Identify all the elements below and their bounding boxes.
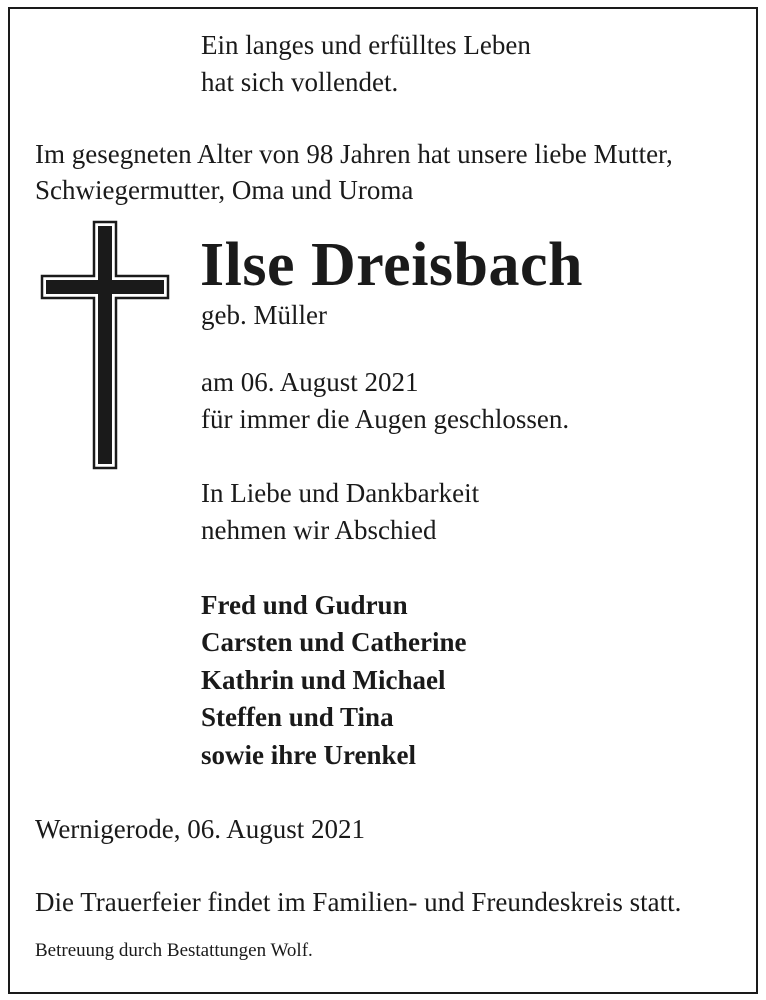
birth-name: geb. Müller: [201, 300, 327, 330]
mourner-5: sowie ihre Urenkel: [201, 740, 416, 770]
cross-icon: [40, 220, 170, 470]
place-date: Wernigerode, 06. August 2021: [35, 814, 366, 844]
farewell-line-2: nehmen wir Abschied: [201, 515, 437, 545]
announcement-line-2: Schwiegermutter, Oma und Uroma: [35, 175, 414, 205]
mourner-2: Carsten und Catherine: [201, 627, 467, 657]
announcement-line-1: Im gesegneten Alter von 98 Jahren hat unsere liebe Mutter,: [35, 139, 673, 169]
mourner-4: Steffen und Tina: [201, 702, 394, 732]
funeral-note: Die Trauerfeier findet im Familien- und Freundeskreis statt.: [35, 887, 682, 917]
mourner-1: Fred und Gudrun: [201, 590, 408, 620]
deceased-name: Ilse Dreisbach: [200, 231, 584, 299]
death-line-2: für immer die Augen geschlossen.: [201, 404, 570, 434]
death-line-1: am 06. August 2021: [201, 367, 419, 397]
farewell-line-1: In Liebe und Dankbarkeit: [201, 478, 480, 508]
intro-line-2: hat sich vollendet.: [201, 67, 399, 97]
intro-line-1: Ein langes und erfülltes Leben: [201, 30, 531, 60]
service-note: Betreuung durch Bestattungen Wolf.: [35, 940, 313, 961]
mourner-3: Kathrin und Michael: [201, 665, 446, 695]
